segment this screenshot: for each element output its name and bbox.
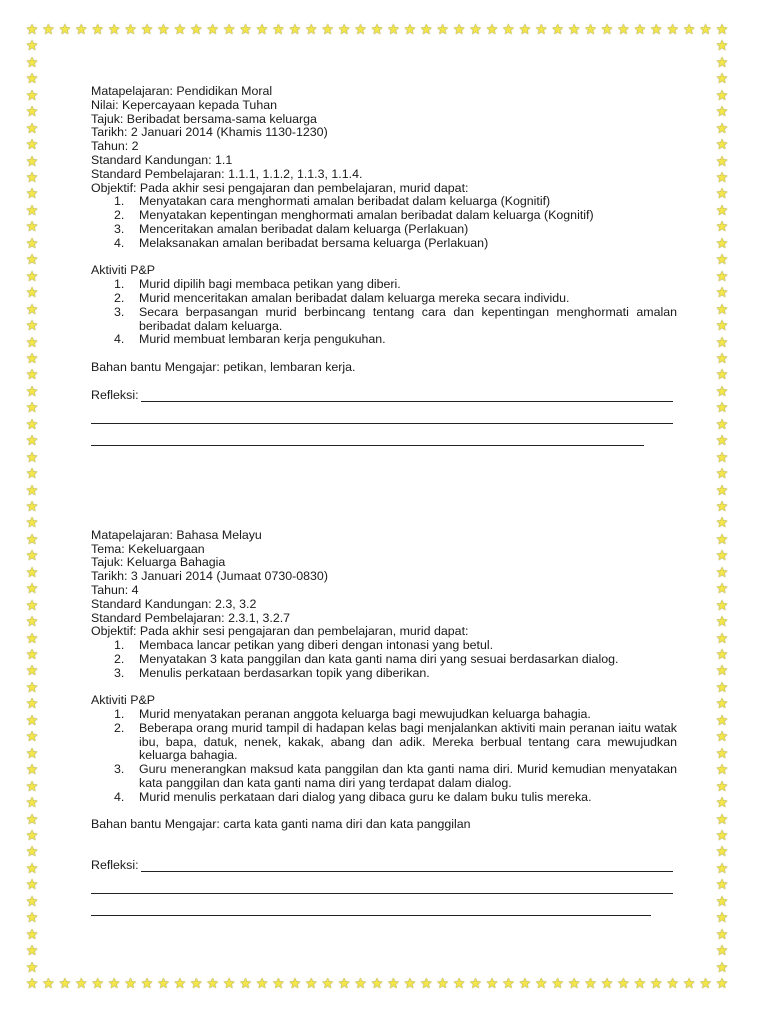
reflection-rule bbox=[91, 433, 644, 446]
star-border-icon: ★ bbox=[42, 976, 55, 992]
star-border-icon: ★ bbox=[715, 268, 729, 285]
list-item: 3. Secara berpasangan murid berbincang tentang cara dan kepentingan menghormati amalan beribadat dalam keluarga. bbox=[114, 304, 677, 333]
star-border-icon: ★ bbox=[305, 976, 318, 992]
reflection-rule bbox=[141, 389, 673, 402]
star-border-icon: ★ bbox=[25, 827, 39, 844]
activity-list bbox=[91, 708, 677, 805]
content-standard-line: Standard Kandungan: 1.1 bbox=[91, 152, 233, 167]
star-border-icon: ★ bbox=[25, 679, 39, 696]
star-border-icon: ★ bbox=[666, 22, 679, 38]
star-border-icon: ★ bbox=[25, 893, 39, 910]
document-content bbox=[91, 85, 677, 917]
star-border-icon: ★ bbox=[222, 976, 236, 992]
star-border-icon: ★ bbox=[354, 22, 367, 38]
list-item: 2. Beberapa orang murid tampil di hadapan kelas bagi menjalankan aktiviti main peranan iaitu watak ibu, bapa, datuk, nenek, kakak, abang dan adik. Mereka berbual tentang cara mewujudkan keluarga bahagia. bbox=[114, 720, 677, 763]
star-border-icon: ★ bbox=[518, 22, 532, 38]
star-border-icon: ★ bbox=[715, 433, 729, 450]
star-border-icon: ★ bbox=[682, 22, 696, 38]
content-standard-line: Standard Kandungan: 2.3, 3.2 bbox=[91, 596, 257, 611]
star-border-icon: ★ bbox=[25, 712, 39, 729]
star-border-icon: ★ bbox=[469, 976, 482, 992]
objective-line: Objektif: Pada akhir sesi pengajaran dan pembelajaran, murid dapat: bbox=[91, 180, 469, 195]
subject-line: Matapelajaran: Bahasa Melayu bbox=[91, 527, 262, 542]
star-border-icon: ★ bbox=[206, 976, 219, 992]
learning-standard-line: Standard Pembelajaran: 2.3.1, 3.2.7 bbox=[91, 610, 291, 625]
star-border-icon: ★ bbox=[715, 416, 729, 433]
star-border-icon: ★ bbox=[715, 893, 729, 910]
star-border-icon: ★ bbox=[715, 630, 729, 647]
lesson-plan-moral bbox=[91, 85, 677, 447]
star-border-icon: ★ bbox=[715, 350, 729, 367]
star-border-icon: ★ bbox=[715, 301, 729, 318]
star-border-icon: ★ bbox=[715, 811, 729, 828]
star-border-icon: ★ bbox=[452, 976, 466, 992]
star-border-icon: ★ bbox=[25, 219, 39, 236]
star-border-icon: ★ bbox=[190, 976, 203, 992]
star-border-icon: ★ bbox=[551, 22, 564, 38]
star-border-icon: ★ bbox=[25, 696, 39, 713]
star-border-icon: ★ bbox=[25, 597, 39, 614]
star-border-icon: ★ bbox=[584, 22, 597, 38]
star-border-icon: ★ bbox=[75, 22, 88, 38]
star-border-icon: ★ bbox=[25, 334, 39, 351]
star-border-icon: ★ bbox=[25, 778, 39, 795]
list-item: 4. Melaksanakan amalan beribadat bersama keluarga (Perlakuan) bbox=[114, 235, 489, 250]
star-border-icon: ★ bbox=[173, 976, 187, 992]
star-border-icon: ★ bbox=[715, 120, 729, 137]
star-border-icon: ★ bbox=[255, 976, 269, 992]
theme-line: Tema: Kekeluargaan bbox=[91, 541, 205, 556]
star-border-icon: ★ bbox=[715, 235, 729, 252]
star-border-icon: ★ bbox=[140, 22, 154, 38]
star-border-icon: ★ bbox=[25, 482, 39, 499]
star-border-icon: ★ bbox=[25, 400, 39, 417]
star-border-icon: ★ bbox=[699, 976, 712, 992]
star-border-icon: ★ bbox=[124, 22, 137, 38]
star-border-icon: ★ bbox=[633, 22, 647, 38]
topic-line: Tajuk: Beribadat bersama-sama keluarga bbox=[91, 111, 317, 126]
star-border-icon: ★ bbox=[715, 564, 729, 581]
plan-header bbox=[91, 529, 677, 639]
star-border-icon: ★ bbox=[715, 515, 729, 532]
star-border-icon: ★ bbox=[715, 383, 729, 400]
list-item: 1. Murid dipilih bagi membaca petikan yang diberi. bbox=[114, 277, 401, 292]
star-border-icon: ★ bbox=[25, 762, 39, 779]
reflection-label: Refleksi: bbox=[91, 387, 139, 402]
star-border-icon: ★ bbox=[25, 367, 39, 384]
star-border-icon: ★ bbox=[715, 827, 729, 844]
star-border-icon: ★ bbox=[403, 22, 417, 38]
star-border-icon: ★ bbox=[715, 943, 729, 960]
star-border-icon: ★ bbox=[715, 153, 729, 170]
star-border-icon: ★ bbox=[288, 976, 302, 992]
star-border-icon: ★ bbox=[25, 120, 39, 137]
star-border-icon: ★ bbox=[25, 959, 39, 976]
star-border-icon: ★ bbox=[124, 976, 137, 992]
star-border-icon: ★ bbox=[25, 186, 39, 203]
list-item: 2. Menyatakan kepentingan menghormati amalan beribadat dalam keluarga (Kognitif) bbox=[114, 208, 594, 223]
star-border-icon: ★ bbox=[206, 22, 219, 38]
star-border-icon: ★ bbox=[25, 976, 39, 992]
year-line: Tahun: 2 bbox=[91, 139, 139, 154]
star-border-icon: ★ bbox=[715, 860, 729, 877]
star-border-icon: ★ bbox=[715, 663, 729, 680]
star-border-icon: ★ bbox=[354, 976, 367, 992]
star-border-icon: ★ bbox=[25, 811, 39, 828]
star-border-icon: ★ bbox=[715, 531, 729, 548]
star-border-icon: ★ bbox=[715, 647, 729, 664]
star-border-icon: ★ bbox=[25, 943, 39, 960]
star-border-icon: ★ bbox=[157, 22, 170, 38]
value-line: Nilai: Kepercayaan kepada Tuhan bbox=[91, 97, 277, 112]
star-border-icon: ★ bbox=[25, 449, 39, 466]
reflection-rule-row bbox=[91, 881, 677, 895]
star-border-icon: ★ bbox=[452, 22, 466, 38]
star-border-icon: ★ bbox=[715, 219, 729, 236]
plan-header bbox=[91, 85, 677, 195]
star-border-icon: ★ bbox=[107, 976, 121, 992]
subject-line: Matapelajaran: Pendidikan Moral bbox=[91, 84, 273, 98]
activities-title: Aktiviti P&P bbox=[91, 693, 156, 708]
teaching-materials: Bahan bantu Mengajar: carta kata ganti nama diri dan kata panggilan bbox=[91, 817, 471, 832]
star-border-icon: ★ bbox=[25, 104, 39, 121]
star-border-icon: ★ bbox=[272, 22, 285, 38]
star-border-icon: ★ bbox=[682, 976, 696, 992]
star-border-icon: ★ bbox=[715, 400, 729, 417]
list-item: 4. Murid menulis perkataan dari dialog yang dibaca guru ke dalam buku tulis mereka. bbox=[114, 789, 592, 804]
star-border-icon: ★ bbox=[535, 22, 548, 38]
star-border-icon: ★ bbox=[715, 745, 729, 762]
star-border-icon: ★ bbox=[715, 926, 729, 943]
list-item: 4. Murid membuat lembaran kerja pengukuhan. bbox=[114, 332, 386, 347]
star-border-icon: ★ bbox=[25, 729, 39, 746]
star-border-icon: ★ bbox=[25, 383, 39, 400]
star-border-icon: ★ bbox=[715, 22, 729, 38]
objective-list bbox=[91, 639, 677, 680]
star-border-icon: ★ bbox=[25, 54, 39, 71]
star-border-icon: ★ bbox=[25, 926, 39, 943]
star-border-icon: ★ bbox=[239, 976, 252, 992]
star-border-icon: ★ bbox=[715, 38, 729, 55]
star-border-icon: ★ bbox=[25, 663, 39, 680]
star-border-icon: ★ bbox=[715, 778, 729, 795]
reflection-rule bbox=[141, 859, 673, 872]
star-border-icon: ★ bbox=[190, 22, 203, 38]
star-border-icon: ★ bbox=[25, 499, 39, 515]
star-border-icon: ★ bbox=[321, 976, 334, 992]
star-border-icon: ★ bbox=[25, 137, 39, 154]
star-border-icon: ★ bbox=[239, 22, 252, 38]
star-border-icon: ★ bbox=[25, 416, 39, 433]
star-border-icon: ★ bbox=[25, 745, 39, 762]
star-border-icon: ★ bbox=[25, 795, 39, 812]
reflection-rule bbox=[91, 903, 651, 916]
star-border-icon: ★ bbox=[715, 87, 729, 104]
star-border-icon: ★ bbox=[420, 22, 433, 38]
star-border-icon: ★ bbox=[337, 22, 351, 38]
star-border-icon: ★ bbox=[715, 548, 729, 565]
star-border-icon: ★ bbox=[485, 976, 499, 992]
objective-line: Objektif: Pada akhir sesi pengajaran dan pembelajaran, murid dapat: bbox=[91, 624, 469, 639]
star-border-icon: ★ bbox=[255, 22, 269, 38]
star-border-icon: ★ bbox=[25, 235, 39, 252]
star-border-icon: ★ bbox=[535, 976, 548, 992]
star-border-icon: ★ bbox=[25, 71, 39, 88]
reflection-rule bbox=[91, 881, 673, 894]
star-border-icon: ★ bbox=[715, 202, 729, 219]
star-border-icon: ★ bbox=[25, 38, 39, 55]
star-border-icon: ★ bbox=[650, 22, 663, 38]
lesson-plan-bahasa-melayu bbox=[91, 529, 677, 918]
star-border-icon: ★ bbox=[715, 614, 729, 631]
star-border-icon: ★ bbox=[305, 22, 318, 38]
star-border-icon: ★ bbox=[715, 170, 729, 187]
star-border-icon: ★ bbox=[567, 976, 581, 992]
star-border-icon: ★ bbox=[25, 285, 39, 302]
star-border-icon: ★ bbox=[157, 976, 170, 992]
star-border-icon: ★ bbox=[25, 318, 39, 335]
star-border-icon: ★ bbox=[715, 318, 729, 335]
star-border-icon: ★ bbox=[715, 762, 729, 779]
star-border-icon: ★ bbox=[715, 910, 729, 927]
objective-list bbox=[91, 195, 677, 250]
star-border-icon: ★ bbox=[715, 466, 729, 483]
star-border-icon: ★ bbox=[25, 860, 39, 877]
star-border-icon: ★ bbox=[436, 976, 449, 992]
reflection-line bbox=[91, 859, 677, 873]
star-border-icon: ★ bbox=[715, 729, 729, 746]
star-border-icon: ★ bbox=[25, 22, 39, 38]
star-border-icon: ★ bbox=[25, 252, 39, 269]
star-border-icon: ★ bbox=[25, 910, 39, 927]
star-border-icon: ★ bbox=[25, 548, 39, 565]
date-line: Tarikh: 3 Januari 2014 (Jumaat 0730-0830) bbox=[91, 569, 328, 584]
star-border-icon: ★ bbox=[715, 137, 729, 154]
list-item: 3. Guru menerangkan maksud kata panggilan dan kta ganti nama diri. Murid kemudian menyatakan kata panggilan dan kata ganti nama diri yang terdapat dalam dialog. bbox=[114, 762, 677, 791]
star-border-icon: ★ bbox=[617, 976, 630, 992]
star-border-icon: ★ bbox=[337, 976, 351, 992]
list-item: 3. Menulis perkataan berdasarkan topik yang diberikan. bbox=[114, 665, 430, 680]
star-border-icon: ★ bbox=[715, 712, 729, 729]
star-border-icon: ★ bbox=[25, 564, 39, 581]
star-border-icon: ★ bbox=[715, 877, 729, 894]
star-border-icon: ★ bbox=[25, 268, 39, 285]
star-border-icon: ★ bbox=[42, 22, 55, 38]
star-border-icon: ★ bbox=[666, 976, 679, 992]
star-border-icon: ★ bbox=[518, 976, 532, 992]
star-border-icon: ★ bbox=[715, 449, 729, 466]
star-border-icon: ★ bbox=[173, 22, 187, 38]
star-border-icon: ★ bbox=[25, 614, 39, 631]
star-border-icon: ★ bbox=[617, 22, 630, 38]
star-border-icon: ★ bbox=[25, 153, 39, 170]
star-border-icon: ★ bbox=[25, 630, 39, 647]
star-border-icon: ★ bbox=[567, 22, 581, 38]
star-border-icon: ★ bbox=[321, 22, 334, 38]
star-border-icon: ★ bbox=[403, 976, 417, 992]
star-border-icon: ★ bbox=[387, 22, 400, 38]
star-border-icon: ★ bbox=[715, 499, 729, 515]
star-border-icon: ★ bbox=[715, 71, 729, 88]
star-border-icon: ★ bbox=[272, 976, 285, 992]
star-border-icon: ★ bbox=[600, 976, 614, 992]
star-border-icon: ★ bbox=[600, 22, 614, 38]
star-border-icon: ★ bbox=[699, 22, 712, 38]
star-border-icon: ★ bbox=[715, 285, 729, 302]
star-border-icon: ★ bbox=[715, 186, 729, 203]
reflection-rule bbox=[91, 411, 673, 424]
star-border-icon: ★ bbox=[715, 367, 729, 384]
star-border-icon: ★ bbox=[25, 87, 39, 104]
reflection-line bbox=[91, 389, 677, 403]
topic-line: Tajuk: Keluarga Bahagia bbox=[91, 555, 226, 570]
star-border-icon: ★ bbox=[25, 170, 39, 187]
star-border-icon: ★ bbox=[25, 844, 39, 861]
star-border-icon: ★ bbox=[91, 976, 104, 992]
list-item: 2. Murid menceritakan amalan beribadat dalam keluarga mereka secara individu. bbox=[114, 290, 570, 305]
star-border-icon: ★ bbox=[25, 350, 39, 367]
list-item: 3. Menceritakan amalan beribadat dalam keluarga (Perlakuan) bbox=[114, 221, 469, 236]
star-border-icon: ★ bbox=[715, 795, 729, 812]
star-border-icon: ★ bbox=[715, 334, 729, 351]
star-border-icon: ★ bbox=[370, 22, 384, 38]
star-border-icon: ★ bbox=[25, 515, 39, 532]
list-item: 1. Murid menyatakan peranan anggota keluarga bagi mewujudkan keluarga bahagia. bbox=[114, 707, 591, 722]
star-border-icon: ★ bbox=[715, 252, 729, 269]
star-border-icon: ★ bbox=[25, 531, 39, 548]
star-border-icon: ★ bbox=[485, 22, 499, 38]
star-border-icon: ★ bbox=[58, 976, 72, 992]
star-border-icon: ★ bbox=[91, 22, 104, 38]
star-border-icon: ★ bbox=[715, 581, 729, 598]
star-border-icon: ★ bbox=[25, 647, 39, 664]
reflection-rule-row bbox=[91, 433, 677, 447]
teaching-materials: Bahan bantu Mengajar: petikan, lembaran kerja. bbox=[91, 359, 356, 374]
star-border-icon: ★ bbox=[25, 581, 39, 598]
reflection-rule-row bbox=[91, 411, 677, 425]
list-item: 2. Menyatakan 3 kata panggilan dan kata ganti nama diri yang sesuai berdasarkan dialog. bbox=[114, 651, 619, 666]
star-border-icon: ★ bbox=[633, 976, 647, 992]
star-border-icon: ★ bbox=[387, 976, 400, 992]
star-border-icon: ★ bbox=[715, 597, 729, 614]
star-border-icon: ★ bbox=[715, 696, 729, 713]
star-border-icon: ★ bbox=[25, 877, 39, 894]
star-border-icon: ★ bbox=[420, 976, 433, 992]
star-border-icon: ★ bbox=[436, 22, 449, 38]
star-border-icon: ★ bbox=[715, 482, 729, 499]
year-line: Tahun: 4 bbox=[91, 582, 139, 597]
star-border-icon: ★ bbox=[370, 976, 384, 992]
star-border-icon: ★ bbox=[25, 433, 39, 450]
activity-list bbox=[91, 278, 677, 347]
star-border-icon: ★ bbox=[715, 104, 729, 121]
star-border-icon: ★ bbox=[715, 54, 729, 71]
star-border-icon: ★ bbox=[715, 976, 729, 992]
star-border-icon: ★ bbox=[107, 22, 121, 38]
list-item: 1. Membaca lancar petikan yang diberi dengan intonasi yang betul. bbox=[114, 638, 494, 653]
list-item: 1. Menyatakan cara menghormati amalan beribadat dalam keluarga (Kognitif) bbox=[114, 194, 551, 209]
star-border-icon: ★ bbox=[75, 976, 88, 992]
star-border-icon: ★ bbox=[650, 976, 663, 992]
star-border-icon: ★ bbox=[502, 22, 515, 38]
reflection-rule-row bbox=[91, 903, 677, 917]
star-border-icon: ★ bbox=[715, 679, 729, 696]
activities-title: Aktiviti P&P bbox=[91, 263, 156, 278]
star-border-icon: ★ bbox=[715, 844, 729, 861]
star-border-icon: ★ bbox=[25, 301, 39, 318]
star-border-icon: ★ bbox=[584, 976, 597, 992]
learning-standard-line: Standard Pembelajaran: 1.1.1, 1.1.2, 1.1.3, 1.1.4. bbox=[91, 166, 363, 181]
star-border-icon: ★ bbox=[288, 22, 302, 38]
star-border-icon: ★ bbox=[502, 976, 515, 992]
star-border-icon: ★ bbox=[25, 466, 39, 483]
star-border-icon: ★ bbox=[222, 22, 236, 38]
star-border-icon: ★ bbox=[551, 976, 564, 992]
star-border-icon: ★ bbox=[25, 202, 39, 219]
star-border-icon: ★ bbox=[469, 22, 482, 38]
star-border-icon: ★ bbox=[140, 976, 154, 992]
star-border-icon: ★ bbox=[58, 22, 72, 38]
date-line: Tarikh: 2 Januari 2014 (Khamis 1130-1230) bbox=[91, 125, 328, 140]
star-border-icon: ★ bbox=[715, 959, 729, 976]
reflection-label: Refleksi: bbox=[91, 858, 139, 873]
